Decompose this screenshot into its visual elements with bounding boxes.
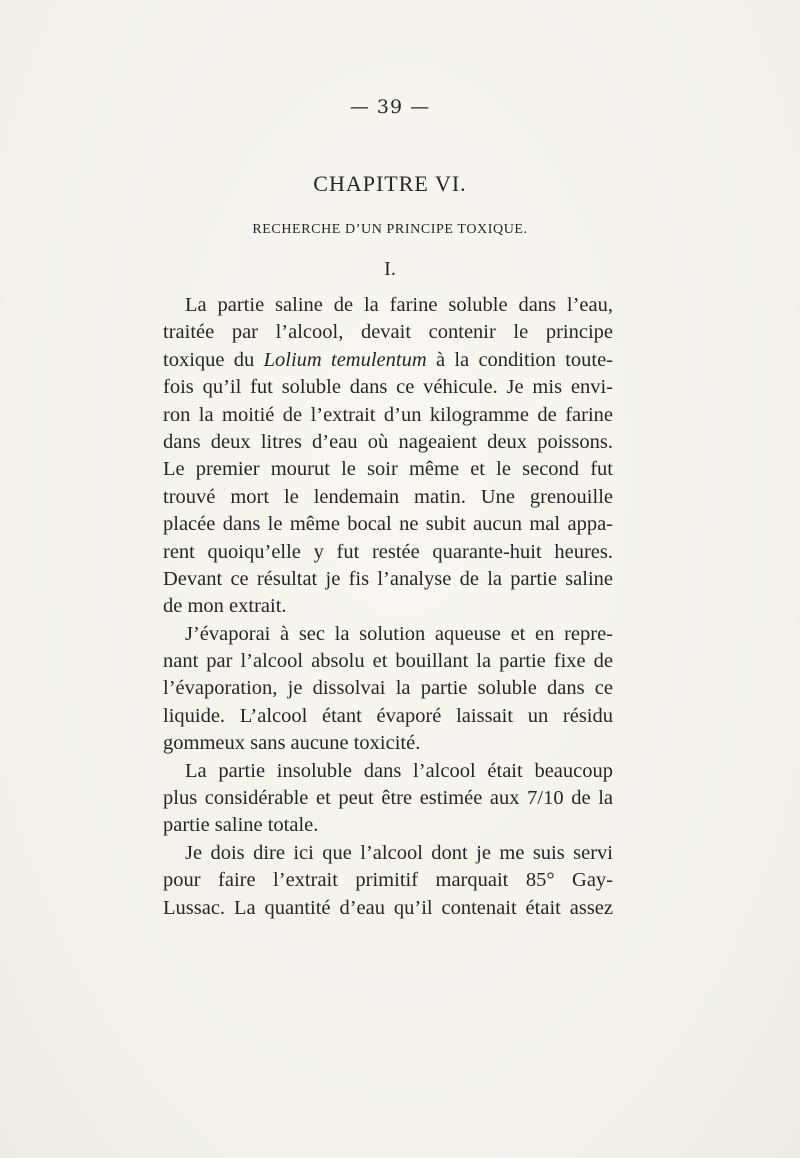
text-line: fois qu’il fut soluble dans ce véhicule. Je mis envi- bbox=[163, 376, 613, 399]
page-number: — 39 — bbox=[349, 96, 431, 118]
text-line: La partie insoluble dans l’alcool était beaucoup bbox=[185, 759, 613, 782]
text-line: Lussac. La quantité d’eau qu’il contenait était assez bbox=[163, 896, 613, 919]
text-line: plus considérable et peut être estimée aux 7/10 de la bbox=[163, 787, 613, 810]
text-line: placée dans le même bocal ne subit aucun mal appa- bbox=[163, 513, 613, 536]
text-fragment: à la condition toute- bbox=[435, 348, 613, 371]
text-line: liquide. L’alcool étant évaporé laissait un résidu bbox=[163, 704, 613, 727]
text-line: dans deux litres d’eau où nageaient deux poissons. bbox=[163, 430, 613, 453]
text-line bbox=[163, 347, 613, 374]
chapter-subtitle: RECHERCHE D’UN PRINCIPE TOXIQUE. bbox=[252, 222, 528, 237]
section-number: I. bbox=[384, 258, 396, 280]
text-line: de mon extrait. bbox=[163, 595, 287, 618]
text-line: l’évaporation, je dissolvai la partie soluble dans ce bbox=[163, 677, 613, 700]
text-line: Je dois dire ici que l’alcool dont je me suis servi bbox=[185, 841, 613, 864]
text-line: traitée par l’alcool, devait contenir le principe bbox=[163, 321, 613, 344]
text-line: La partie saline de la farine soluble dans l’eau, bbox=[185, 294, 613, 316]
species-name: Lolium temulentum bbox=[263, 348, 427, 371]
text-line: trouvé mort le lendemain matin. Une grenouille bbox=[163, 485, 613, 508]
text-line: Devant ce résultat je fis l’analyse de la partie saline bbox=[163, 567, 613, 590]
text-line: J’évaporai à sec la solution aqueuse et en repre- bbox=[185, 622, 613, 645]
text-line: nant par l’alcool absolu et bouillant la partie fixe de bbox=[163, 650, 613, 673]
body-text bbox=[163, 292, 613, 922]
text-line: ron la moitié de l’extrait d’un kilogramme de farine bbox=[163, 403, 613, 426]
text-line: partie saline totale. bbox=[163, 814, 319, 837]
text-line: Le premier mourut le soir même et le second fut bbox=[163, 458, 613, 481]
text-line: rent quoiqu’elle y fut restée quarante-huit heures. bbox=[163, 540, 613, 563]
text-line: pour faire l’extrait primitif marquait 85° Gay- bbox=[163, 869, 613, 892]
text-fragment: toxique du bbox=[163, 348, 255, 371]
chapter-title: CHAPITRE VI. bbox=[313, 171, 467, 196]
text-line: gommeux sans aucune toxicité. bbox=[163, 732, 421, 755]
